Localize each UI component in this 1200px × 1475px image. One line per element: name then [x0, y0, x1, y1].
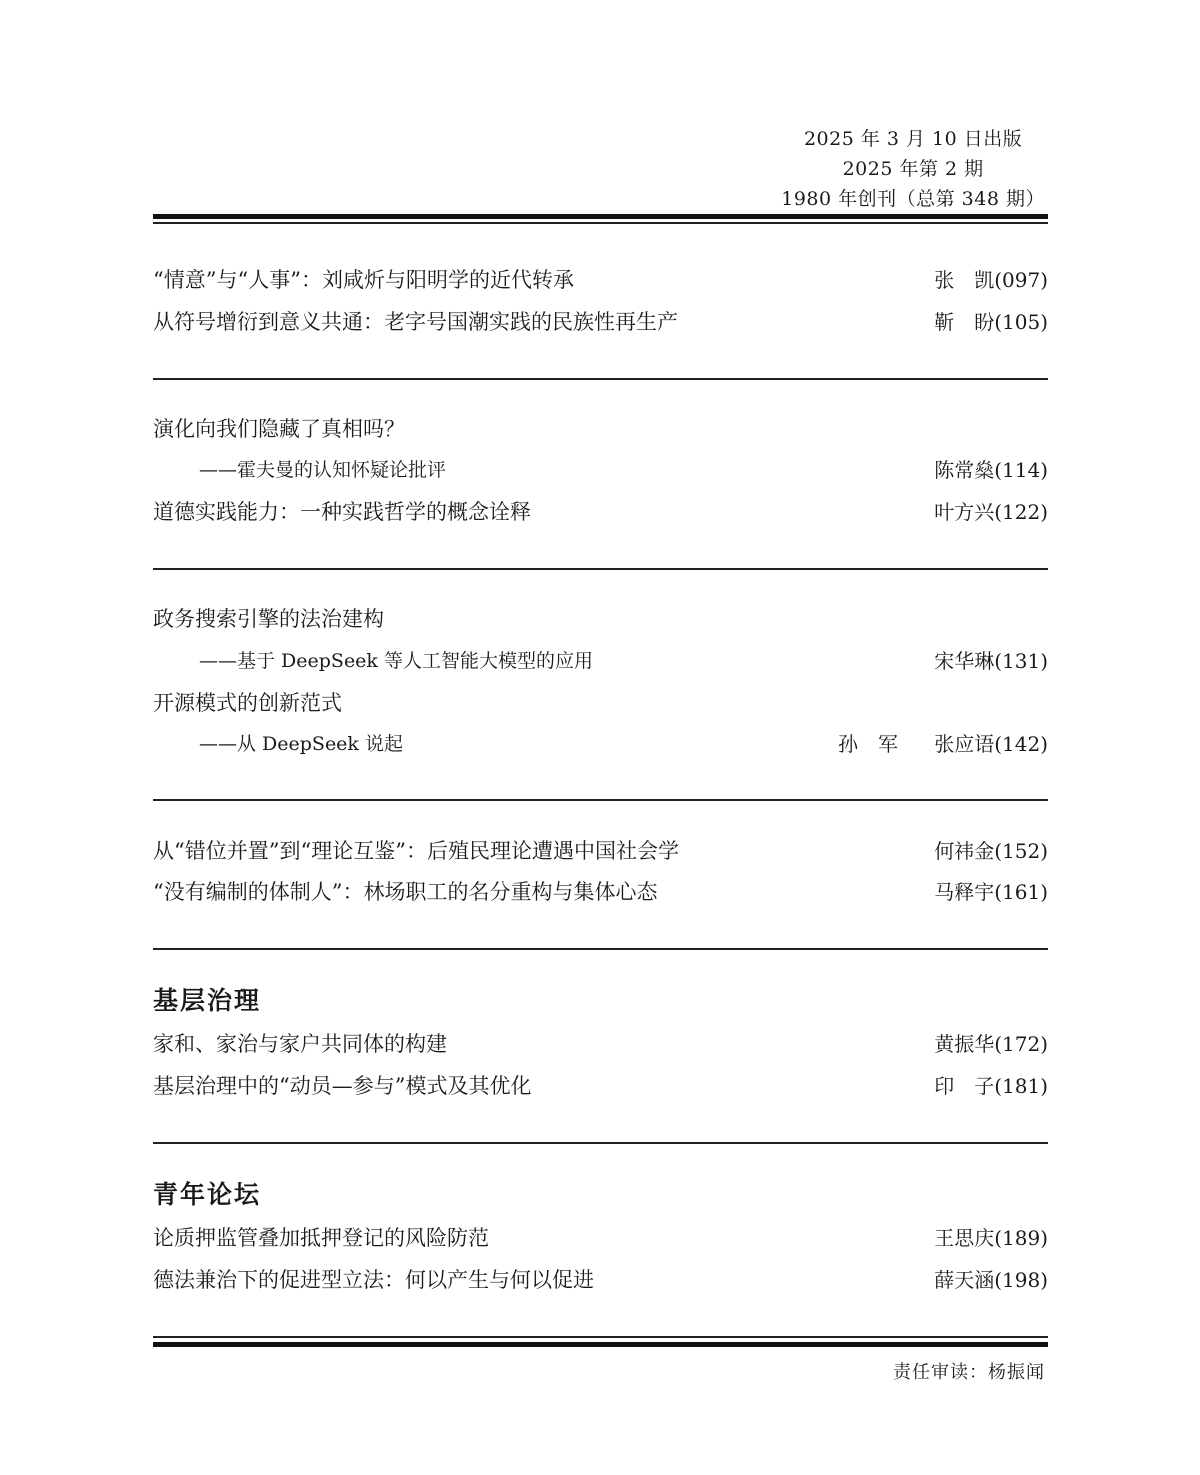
toc-entry[interactable] — [153, 497, 1048, 527]
article-title[interactable]: 基层治理中的“动员—参与”模式及其优化 — [153, 1074, 532, 1098]
toc-entry[interactable] — [153, 1029, 1048, 1059]
article-author-page: 叶方兴(122) — [934, 500, 1048, 524]
responsible-editor: 责任审读：杨振闻 — [893, 1362, 1045, 1383]
article-subtitle: ——霍夫曼的认知怀疑论批评 — [199, 459, 447, 481]
section-heading: 基层治理 — [153, 986, 262, 1015]
toc-entry[interactable] — [153, 836, 1048, 866]
article-title[interactable]: 德法兼治下的促进型立法：何以产生与何以促进 — [153, 1268, 594, 1292]
article-author-page: 印 子(181) — [934, 1074, 1048, 1098]
toc-entry[interactable] — [153, 688, 1048, 718]
publish-date: 2025 年 3 月 10 日出版 — [803, 128, 1023, 150]
footer-rule-thin — [153, 1336, 1048, 1338]
footer-rule-thick — [153, 1342, 1048, 1347]
article-title[interactable]: “没有编制的体制人”：林场职工的名分重构与集体心态 — [153, 880, 658, 904]
toc-entry[interactable] — [153, 1265, 1048, 1295]
issue-info — [781, 124, 1045, 214]
group-divider — [153, 378, 1048, 380]
article-title[interactable]: 道德实践能力：一种实践哲学的概念诠释 — [153, 500, 531, 524]
toc-entry[interactable] — [153, 604, 1048, 634]
group-divider — [153, 568, 1048, 570]
article-author-page: 张应语(142) — [934, 732, 1048, 756]
toc-entry[interactable] — [153, 265, 1048, 295]
section-heading: 青年论坛 — [153, 1180, 262, 1209]
group-divider — [153, 948, 1048, 950]
toc-entry[interactable] — [153, 877, 1048, 907]
article-author-page: 陈常燊(114) — [934, 458, 1048, 482]
toc-entry[interactable] — [153, 414, 1048, 444]
header-rule-thin — [153, 222, 1048, 224]
article-title[interactable]: “情意”与“人事”：刘咸炘与阳明学的近代转承 — [153, 268, 574, 292]
article-author-page: 靳 盼(105) — [934, 310, 1048, 334]
article-author-page: 何祎金(152) — [934, 839, 1048, 863]
toc-entry[interactable] — [153, 307, 1048, 337]
article-title[interactable]: 从“错位并置”到“理论互鉴”：后殖民理论遭遇中国社会学 — [153, 839, 679, 863]
article-title[interactable]: 家和、家治与家户共同体的构建 — [153, 1032, 447, 1056]
group-divider — [153, 1142, 1048, 1144]
article-title[interactable]: 开源模式的创新范式 — [153, 691, 342, 715]
toc-entry[interactable] — [153, 1223, 1048, 1253]
article-subtitle: ——基于 DeepSeek 等人工智能大模型的应用 — [199, 650, 593, 672]
article-author-page: 马释宇(161) — [934, 880, 1048, 904]
article-author-page: 薛天涵(198) — [934, 1268, 1048, 1292]
article-author-page: 黄振华(172) — [934, 1032, 1048, 1056]
group-divider — [153, 799, 1048, 801]
toc-entry-subtitle — [153, 646, 1048, 676]
toc-entry[interactable] — [153, 1071, 1048, 1101]
article-subtitle: ——从 DeepSeek 说起 — [199, 733, 403, 755]
article-title[interactable]: 从符号增衍到意义共通：老字号国潮实践的民族性再生产 — [153, 310, 678, 334]
article-title[interactable]: 演化向我们隐藏了真相吗？ — [153, 417, 405, 441]
toc-entry-subtitle — [153, 729, 1048, 759]
article-author-page: 宋华琳(131) — [934, 649, 1048, 673]
toc-entry-subtitle — [153, 455, 1048, 485]
founding-info: 1980 年创刊（总第 348 期） — [781, 188, 1045, 210]
article-author-page: 王思庆(189) — [934, 1226, 1048, 1250]
header-rule-thick — [153, 214, 1048, 219]
article-title[interactable]: 论质押监管叠加抵押登记的风险防范 — [153, 1226, 489, 1250]
article-author-page: 张 凯(097) — [934, 268, 1048, 292]
article-title[interactable]: 政务搜索引擎的法治建构 — [153, 607, 384, 631]
issue-number: 2025 年第 2 期 — [842, 158, 984, 180]
article-coauthor: 孙 军 — [838, 732, 898, 756]
